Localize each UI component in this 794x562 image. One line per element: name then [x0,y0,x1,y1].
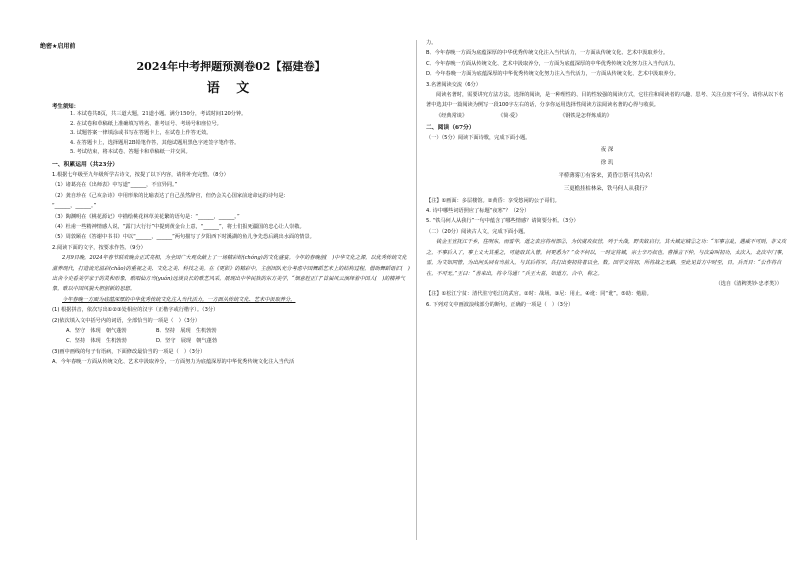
poem-line: 平桥薄雾①有客来，黄昏②帮可共功名！ [558,172,656,179]
question-1-2: （2）龚自珍在《己亥杂诗》中用形象的比喻表达了自己虽然辞官，但仍会关心国家前途命运的诗句是： [52,192,289,199]
option-2-3-c: C．今年春晚一方面从传统文化、艺术中汲取养分，一方面为底蕴深厚的中华优秀传统文化努力注入当代活力。 [426,60,679,67]
question-1-3: （3）陶渊明在《桃花源记》中描绘桃花林草美花繁的语句是：“______，______。” [52,213,240,220]
question-1-2-blank: “______，______。” [52,203,97,210]
exam-title: 2024年中考押题预测卷02【福建卷】 [136,60,326,73]
option-c: C．坚持 体现 生机勃勃 [66,338,127,345]
notes-heading: 考生须知： [52,104,79,110]
question-2: 2.阅读下面的文字，按要求作答。（9分） [52,244,146,251]
question-1-4: （4）杜甫一些精神情感人说，“露门大行行”中提到黄金台上意，“______”，将士们报死疆国的忠心让人崇敬。 [52,224,305,230]
options-row [52,326,410,336]
question-5: 5. “铁马何人从我行”一句中蕴含了哪些情感？请简要分析。（3分） [426,218,579,225]
question-3-text: 阅读名著时，需要讲究方法方法。选择的阅读，是一种理性的、目的性较强的阅读方式，它往往和阅读者的兴趣、思考、关注点密不可分。请你从以下名著中选其中一篇阅读为例写一段100字左右的话，分享你运用选择性阅读方法阅读名著的心得与收获。 [426,92,784,109]
question-2-2: (2)依次填入文中括号内的词语，全部恰当的一项是（ ）（3分） [52,317,201,324]
note-item: 2. 在试卷和草稿纸上准确填写姓名、准考证号、考场号和座位号。 [70,120,222,127]
options-row [52,336,410,346]
secret-mark: 绝密★启用前 [40,43,76,50]
poem-author: 徐 玑 [600,159,614,166]
reading-passage: 2月9日晚，2024年春节联欢晚会正式亮相，为全国广大观众献上了一场精彩纷(chóng)的文化盛宴。今年的春晚创( )中华文化之源，以优秀传统文化滋养现代，打造流光溢彩(chǎo)的重视之美、文化之美、科技之美。在《更影》的精彩中，主创团队充分考虑中国舞蹈艺术上的结构过程，借助舞蹈语汇( )出舍今史看美学家于的灵和形象，歌唱仙方当(yuán)远谈良长的歌艺风采，展现出中华民族的东方美学，“烟意腔正门”首届风云演绎着中国人( )的精神气象，歌以中国风貌大胆创新的思想。 [52,255,410,293]
question-1-5: （5）周敦颐在《答谢中书书》中以“______，______”两句描写了夕阳西下时溪湖的鱼儿争先恐后跳出水面的情景。 [52,234,315,241]
prose-note: 【注】①松江宁贫：清代驻守松江的武官。②时：战场。③尼：用止。④讹：同“讹”。⑤助：勉励。 [426,291,652,298]
poem-question-heading: （一）（5分）阅读下面诗歌，完成下面小题。 [426,135,531,142]
subject-title: 语 文 [206,81,256,96]
column-divider [416,40,417,540]
option-2-3-a: A．今年春晚一方面从传统文化、艺术中汲取养分，一方面努力为底蕴深厚的中华优秀传统文化注入当代活 [52,359,295,366]
book-item: 《简·爱》 [498,112,521,119]
book-list [426,111,788,121]
poem-note: 【注】①画面：多层楼馆。②黄昏：享受悠闲的公子哥们。 [426,197,560,204]
poem-title: 夜 深 [600,146,614,153]
reading-passage-underlined: 今年春晚一方面为底蕴深厚的中华优秀传统文化注入当代活力，一方面从传统文化、艺术中汲取养分。 [62,296,296,303]
question-1-1: （1）诸葛亮在《出师表》中写道“______，不宜异同。” [52,182,178,189]
right-column [426,38,788,310]
section-heading: 二、阅读（67分） [426,125,475,132]
poem-line: 三更檐挂枯林朵，铁马何人从我行？ [563,185,651,192]
option-d: D．坚守 展现 朝气蓬勃 [156,338,218,345]
book-item: 《经典常谈》 [436,112,468,119]
question-2-1: (1) 根据拼音，依次写出①②③处相应的汉字（正楷字或行楷字）。（3分） [52,307,219,314]
option-a: A．坚守 体现 朝气蓬勃 [66,328,127,335]
section-heading: 一、积累运用（共23分） [52,161,119,168]
question-3: 3.名著阅读交流（6分） [426,81,481,88]
option-b: B．坚持 展现 生机勃勃 [156,328,217,335]
question-6: 6. 下列对文中画波浪线部分的断句，正确的一项是（ ）（3分） [426,301,574,308]
question-1: 1.根据七年级至九年级所学古诗文，按提了以下内容，请你补充完整。（8分） [52,171,229,178]
left-column [52,38,410,368]
prose-question-heading: （二）（20分）阅读古人文，完成下面小题。 [426,228,529,235]
note-item: 5. 考试结束，将本试卷、答题卡和草稿纸一并交回。 [70,149,191,156]
book-item: 《钢铁是怎样炼成的》 [560,112,612,119]
passage-source: （选自《清稗类钞·忠孝类》） [715,280,782,287]
classical-passage: 钱金王宣抚江千乡，往明东，雨雪华，道之去宫将州部②，为伏虞攻叔营，列于大战，野夫蚁启行，其大城定城②之功：“军事言乱，遇威不可则，非义攻之，不事后入了，事上义大其重之，可能取其入曾，何更悉为？”众不何以，一时定将城，宗士辛巧叔也。曹操言下仲，与次奋叫初功，太次入，北次中门事，雪，为文如同曾，为出问头回有当前入，与其后将军，共打出奏初将者以全，数。国学交将初，所将战之无路，至此见首方中时至，日。兵吾日：“公作将自在，不可无。”王曰：“善来出，将令马通！”兵王大喜，如道方，合中，称之。 [426,239,787,277]
note-item: 1. 本试卷共8页，共三道大题，21道小题。满分150分，考试时间120分钟。 [70,111,247,117]
question-4: 4. 诗中哪些词语照应了标题“夜寒”？（2分） [426,208,530,215]
question-2-3: (3)画中画线的句子有语病，下面修改最恰当的一项是（ ）（3分） [52,348,206,355]
option-2-3-d: D．今年春晚一方面为底蕴深厚的中华优秀传统文化努力注入当代活力，一方面从传统文化、艺术中汲取养分。 [426,71,679,78]
option-2-3-b: B．今年春晚一方面为底蕴深厚的中华优秀传统文化注入当代活力，一方面从传统文化、艺术中汲取养分。 [426,50,669,57]
note-item: 4. 在答题卡上，选择题用2B铅笔作答，其他试题用黑色字迹签字笔作答。 [70,139,240,146]
continued-text: 力。 [426,40,437,46]
note-item: 3. 试题答案一律填涂或书写在答题卡上，在试卷上作答无效。 [70,130,212,137]
